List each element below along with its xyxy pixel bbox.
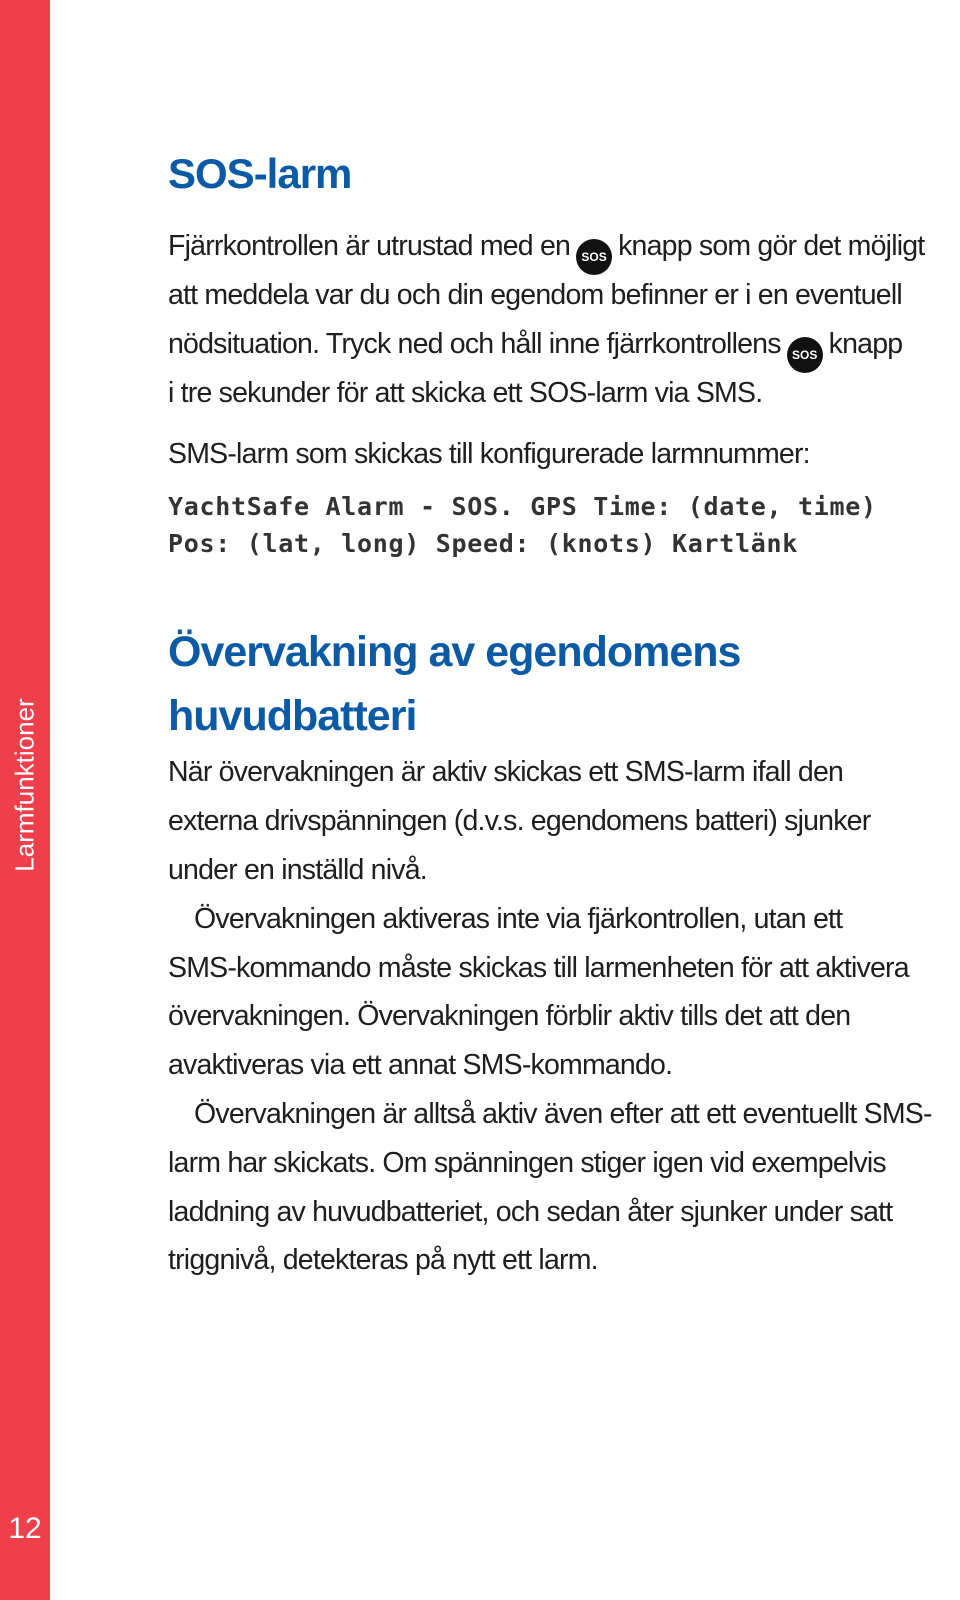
battery-paragraph-line: Övervakningen är alltså aktiv även efter att ett eventuellt SMS- — [194, 1098, 932, 1130]
sms-recipients-text: SMS-larm som skickas till konfigurerade larmnummer: — [168, 438, 810, 470]
sms-format-line-1: YachtSafe Alarm - SOS. GPS Time: (date, time) — [168, 492, 877, 521]
section-side-band — [0, 0, 50, 1600]
sos-section-title: SOS-larm — [168, 150, 352, 197]
sos-text-after-icon: knapp — [828, 328, 903, 360]
sos-paragraph-line-3 — [168, 328, 902, 373]
sms-format-line-2: Pos: (lat, long) Speed: (knots) Kartlänk — [168, 529, 799, 558]
sos-paragraph-line-2: att meddela var du och din egendom befinner er i en eventuell — [168, 279, 902, 311]
battery-paragraph-line: externa drivspänningen (d.v.s. egendomens batteri) sjunker — [168, 805, 871, 837]
section-label: Larmfunktioner — [9, 698, 40, 872]
battery-section-title — [168, 620, 740, 748]
sos-text-after-icon: knapp som gör det möjligt — [618, 230, 925, 262]
battery-title-line-2: huvudbatteri — [168, 692, 417, 740]
sos-button-icon: SOS — [787, 337, 823, 373]
sos-paragraph-line-1 — [168, 230, 924, 275]
sos-text-before-icon: nödsituation. Tryck ned och håll inne fjärrkontrollens — [168, 328, 781, 360]
sos-paragraph-line-4: i tre sekunder för att skicka ett SOS-larm via SMS. — [168, 377, 763, 409]
battery-paragraph-line: triggnivå, detekteras på nytt ett larm. — [168, 1244, 598, 1276]
sos-text-before-icon: Fjärrkontrollen är utrustad med en — [168, 230, 571, 262]
battery-paragraph-line: larm har skickats. Om spänningen stiger igen vid exempelvis — [168, 1147, 886, 1179]
sos-button-icon: SOS — [576, 239, 612, 275]
battery-title-line-1: Övervakning av egendomens — [168, 628, 741, 676]
battery-paragraph-line: avaktiveras via ett annat SMS-kommando. — [168, 1049, 673, 1081]
battery-paragraph-line: Övervakningen aktiveras inte via fjärkontrollen, utan ett — [194, 903, 843, 935]
battery-paragraph-line: SMS-kommando måste skickas till larmenheten för att aktivera — [168, 952, 909, 984]
battery-paragraph-line: När övervakningen är aktiv skickas ett SMS-larm ifall den — [168, 756, 844, 788]
battery-paragraph-line: under en inställd nivå. — [168, 854, 427, 886]
page-number: 12 — [8, 1512, 42, 1545]
battery-paragraph-line: övervakningen. Övervakningen förblir aktiv tills det att den — [168, 1000, 851, 1032]
battery-paragraph-line: laddning av huvudbatteriet, och sedan åter sjunker under satt — [168, 1196, 893, 1228]
